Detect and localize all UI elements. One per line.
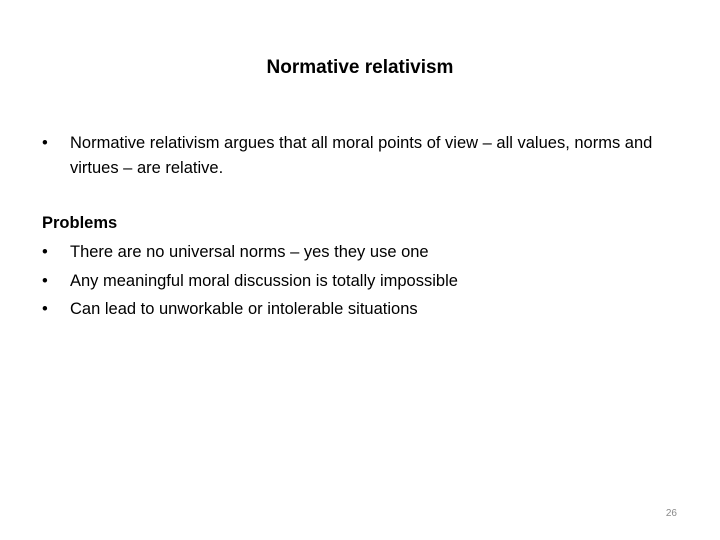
problem-item-text: There are no universal norms – yes they use one: [70, 243, 429, 261]
problem-item: [42, 269, 662, 294]
page-number: 26: [665, 508, 677, 519]
problem-item: [42, 240, 662, 265]
main-bullet-text: Normative relativism argues that all moral points of view – all values, norms and virtues – are relative.: [70, 134, 653, 177]
bullet-marker: •: [42, 272, 48, 290]
bullet-marker: •: [42, 134, 48, 152]
bullet-marker: •: [42, 300, 48, 318]
problems-heading: Problems: [42, 214, 118, 232]
problem-item: [42, 297, 662, 322]
problem-item-text: Can lead to unworkable or intolerable situations: [70, 300, 418, 318]
bullet-marker: •: [42, 243, 48, 261]
slide-title: Normative relativism: [266, 57, 454, 78]
problem-item-text: Any meaningful moral discussion is totally impossible: [70, 272, 458, 290]
main-bullet: [42, 131, 682, 183]
